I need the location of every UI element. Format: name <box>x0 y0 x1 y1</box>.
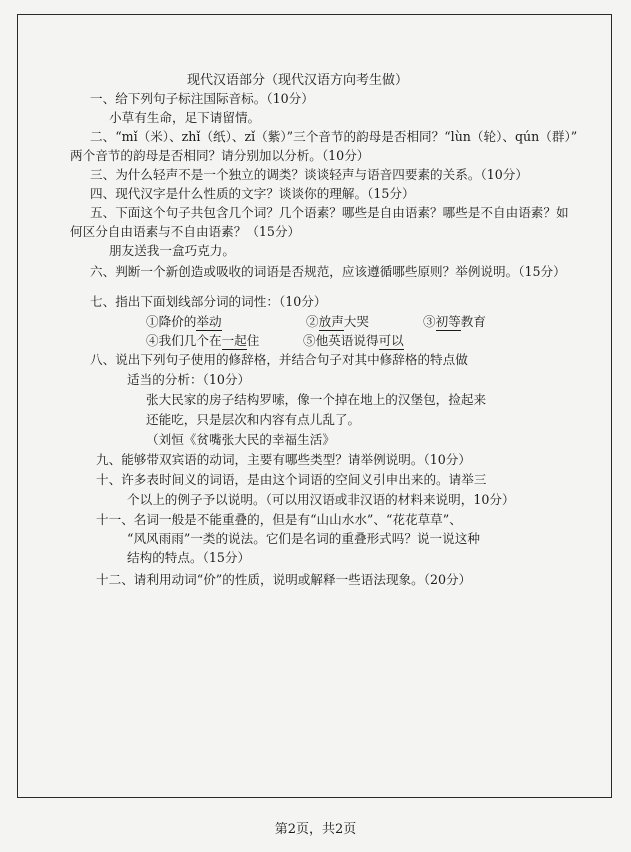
q7-item-num: ③ <box>423 314 436 329</box>
question-5-line2: 何区分自由语素与不自由语素？（15分） <box>70 224 301 239</box>
q7-item-post: 住 <box>246 333 260 348</box>
q7-item-underlined: 放声 <box>318 314 344 329</box>
q7-item-underlined: 举动 <box>196 314 222 329</box>
q7-item-num: ② <box>306 314 319 329</box>
question-5-line1: 五、下面这个句子共包含几个词？几个语素？哪些是自由语素？哪些是不自由语素？如 <box>90 205 569 220</box>
question-10-line1: 十、许多表时间义的词语，是由这个词语的空间义引申出来的。请举三 <box>96 472 487 487</box>
q7-item-4 <box>146 335 259 348</box>
question-11-line1: 十一、名词一般是不能重叠的，但是有“山山水水”、“花花草草”、 <box>96 512 462 527</box>
question-5-sentence: 朋友送我一盒巧克力。 <box>109 243 235 258</box>
q7-item-2 <box>306 316 369 329</box>
q7-item-post: 教育 <box>460 314 486 329</box>
question-11-line2: “风风雨雨”一类的说法。它们是名词的重叠形式吗？说一说这种 <box>127 531 480 546</box>
question-1-stem: 一、给下列句子标注国际音标。（10分） <box>90 91 314 106</box>
question-3: 三、为什么轻声不是一个独立的调类？谈谈轻声与语音四要素的关系。（10分） <box>90 167 528 182</box>
question-6: 六、判断一个新创造或吸收的词语是否规范，应该遵循哪些原则？举例说明。（15分） <box>90 264 566 279</box>
q7-item-post: 大哭 <box>343 314 369 329</box>
question-2-line2: 两个音节的韵母是否相同？请分别加以分析。（10分） <box>70 148 370 163</box>
question-4: 四、现代汉字是什么性质的文字？谈谈你的理解。（15分） <box>90 186 415 201</box>
page-number-footer: 第2页，共2页 <box>274 822 357 837</box>
q7-item-1 <box>146 316 222 329</box>
q7-item-pre: 他英语说得 <box>315 333 379 348</box>
q7-item-num: ① <box>146 314 159 329</box>
q7-item-num: ④ <box>146 333 159 348</box>
q7-item-3 <box>423 316 486 329</box>
question-12: 十二、请利用动词“价”的性质，说明或解释一些语法现象。（20分） <box>96 572 472 587</box>
question-11-line3: 结构的特点。（15分） <box>127 550 251 565</box>
q7-item-underlined: 初等 <box>435 314 461 329</box>
question-8-source: （刘恒《贫嘴张大民的幸福生活》 <box>146 432 335 447</box>
question-10-line2: 个以上的例子予以说明。（可以用汉语或非汉语的材料来说明，10分） <box>127 492 515 507</box>
q7-item-underlined: 可以 <box>378 333 404 348</box>
question-8-quote-line1: 张大民家的房子结构罗嗦，像一个掉在地上的汉堡包，捡起来 <box>146 392 487 407</box>
q7-item-5 <box>303 335 404 348</box>
question-9: 九、能够带双宾语的动词，主要有哪些类型？请举例说明。（10分） <box>96 452 471 467</box>
q7-item-underlined: 一起 <box>221 333 247 348</box>
question-8-line2: 适当的分析：（10分） <box>127 372 251 387</box>
q7-item-pre: 降价的 <box>158 314 197 329</box>
question-2-line1: 二、“mǐ（米）、zhǐ（纸）、zǐ（紫）”三个音节的韵母是否相同？“lùn（轮）、qún（群）” <box>90 129 578 144</box>
q7-item-pre: 我们几个在 <box>158 333 222 348</box>
section-title: 现代汉语部分（现代汉语方向考生做） <box>187 73 409 88</box>
question-1-sentence: 小草有生命，足下请留情。 <box>109 110 261 125</box>
q7-item-num: ⑤ <box>303 333 316 348</box>
question-8-line1: 八、说出下列句子使用的修辞格，并结合句子对其中修辞格的特点做 <box>90 352 468 367</box>
question-7-stem: 七、指出下面划线部分词的词性：（10分） <box>90 294 327 309</box>
question-8-quote-line2: 还能吃，只是层次和内容有点儿乱了。 <box>146 412 361 427</box>
